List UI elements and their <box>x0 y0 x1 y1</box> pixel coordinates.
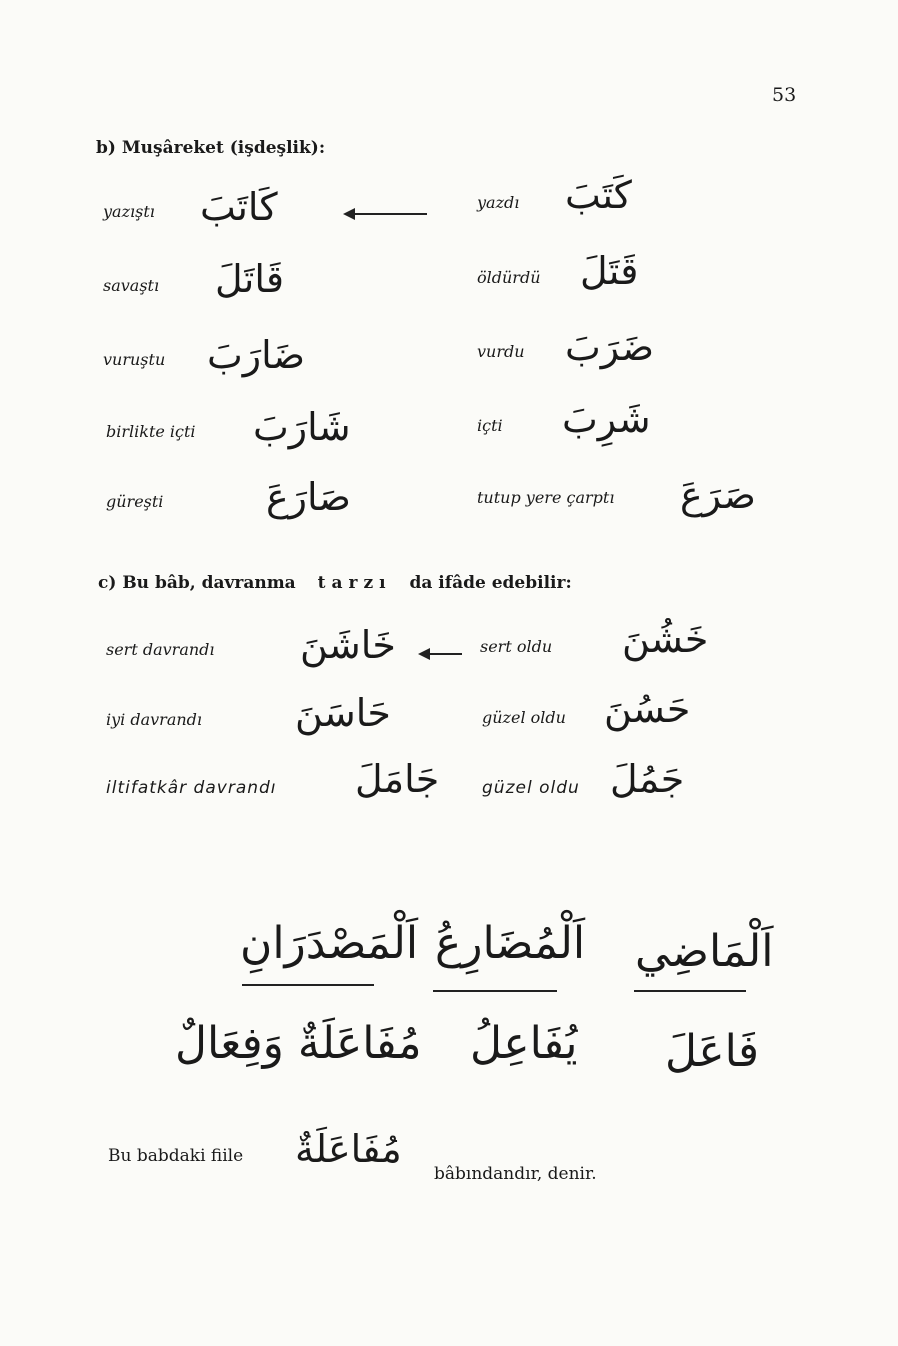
section-c-heading-part1: c) Bu bâb, davranma <box>98 573 296 593</box>
section-c-row-1-left-arabic: خَاشَنَ <box>300 623 396 667</box>
section-c-row-1-right-translation: sert oldu <box>480 637 553 656</box>
section-b-row-4-left-arabic: شَارَبَ <box>253 405 351 449</box>
section-b-row-1-left-translation: yazıştı <box>103 202 155 221</box>
derivation-arrow <box>420 653 462 655</box>
section-b-row-5-left-arabic: صَارَعَ <box>266 475 351 519</box>
section-b-row-2-left-translation: savaştı <box>103 276 160 295</box>
section-b-row-3-right-arabic: ضَرَبَ <box>565 325 655 369</box>
conjugation-header-present: اَلْمُضَارِعُ <box>435 918 586 969</box>
section-b-row-2-right-arabic: قَتَلَ <box>580 249 639 293</box>
section-b-row-4-left-translation: birlikte içti <box>106 422 196 441</box>
section-c-row-2-right-arabic: حَسُنَ <box>604 687 691 731</box>
section-c-row-2-left-arabic: حَاسَنَ <box>295 691 391 735</box>
section-b-row-3-right-translation: vurdu <box>477 342 525 361</box>
conjugation-header-past: اَلْمَاضِي <box>635 926 774 977</box>
header-underline <box>242 984 374 986</box>
conjugation-header-masdar: اَلْمَصْدَرَانِ <box>240 918 419 969</box>
section-b-row-4-right-arabic: شَرِبَ <box>562 397 651 441</box>
section-c-row-3-left-translation: iltifatkâr davrandı <box>106 778 277 798</box>
section-b-row-2-left-arabic: قَاتَلَ <box>215 257 285 301</box>
section-c-row-2-right-translation: güzel oldu <box>482 708 566 727</box>
page-number: 53 <box>772 84 797 106</box>
footer-text-before: Bu babdaki fiile <box>108 1146 244 1166</box>
section-b-row-1-right-translation: yazdı <box>477 193 520 212</box>
section-c-heading-spaced-word: tarzı <box>317 573 392 593</box>
header-underline <box>634 990 746 992</box>
section-c-row-3-right-arabic: جَمُلَ <box>610 757 685 801</box>
section-c-heading-part2: da ifâde edebilir: <box>409 573 572 593</box>
conjugation-form-present: يُفَاعِلُ <box>470 1018 578 1069</box>
derivation-arrow <box>345 213 427 215</box>
section-c-row-3-right-translation: güzel oldu <box>482 778 580 798</box>
header-underline <box>433 990 557 992</box>
section-b-row-4-right-translation: içti <box>477 416 503 435</box>
section-b-row-1-left-arabic: كَاتَبَ <box>200 185 278 229</box>
section-c-row-3-left-arabic: جَامَلَ <box>355 757 440 801</box>
conjugation-form-masdar: مُفَاعَلَةٌ وَفِعَالٌ <box>175 1018 422 1069</box>
section-b-row-3-left-translation: vuruştu <box>103 350 166 369</box>
section-c-row-2-left-translation: iyi davrandı <box>106 710 203 729</box>
section-b-row-5-left-translation: güreşti <box>106 492 164 511</box>
section-b-row-2-right-translation: öldürdü <box>477 268 541 287</box>
section-b-row-1-right-arabic: كَتَبَ <box>565 173 632 217</box>
section-c-row-1-left-translation: sert davrandı <box>106 640 215 659</box>
footer-text-after: bâbındandır, denir. <box>434 1164 597 1184</box>
section-b-row-3-left-arabic: ضَارَبَ <box>207 333 305 377</box>
section-b-row-5-right-translation: tutup yere çarptı <box>477 488 615 507</box>
section-c-heading <box>98 573 572 593</box>
section-b-row-5-right-arabic: صَرَعَ <box>680 473 756 517</box>
conjugation-form-past: فَاعَلَ <box>665 1026 760 1077</box>
footer-arabic-term: مُفَاعَلَةٌ <box>295 1127 402 1171</box>
section-c-row-1-right-arabic: خَشُنَ <box>622 617 709 661</box>
section-b-heading: b) Muşâreket (işdeşlik): <box>96 138 326 158</box>
